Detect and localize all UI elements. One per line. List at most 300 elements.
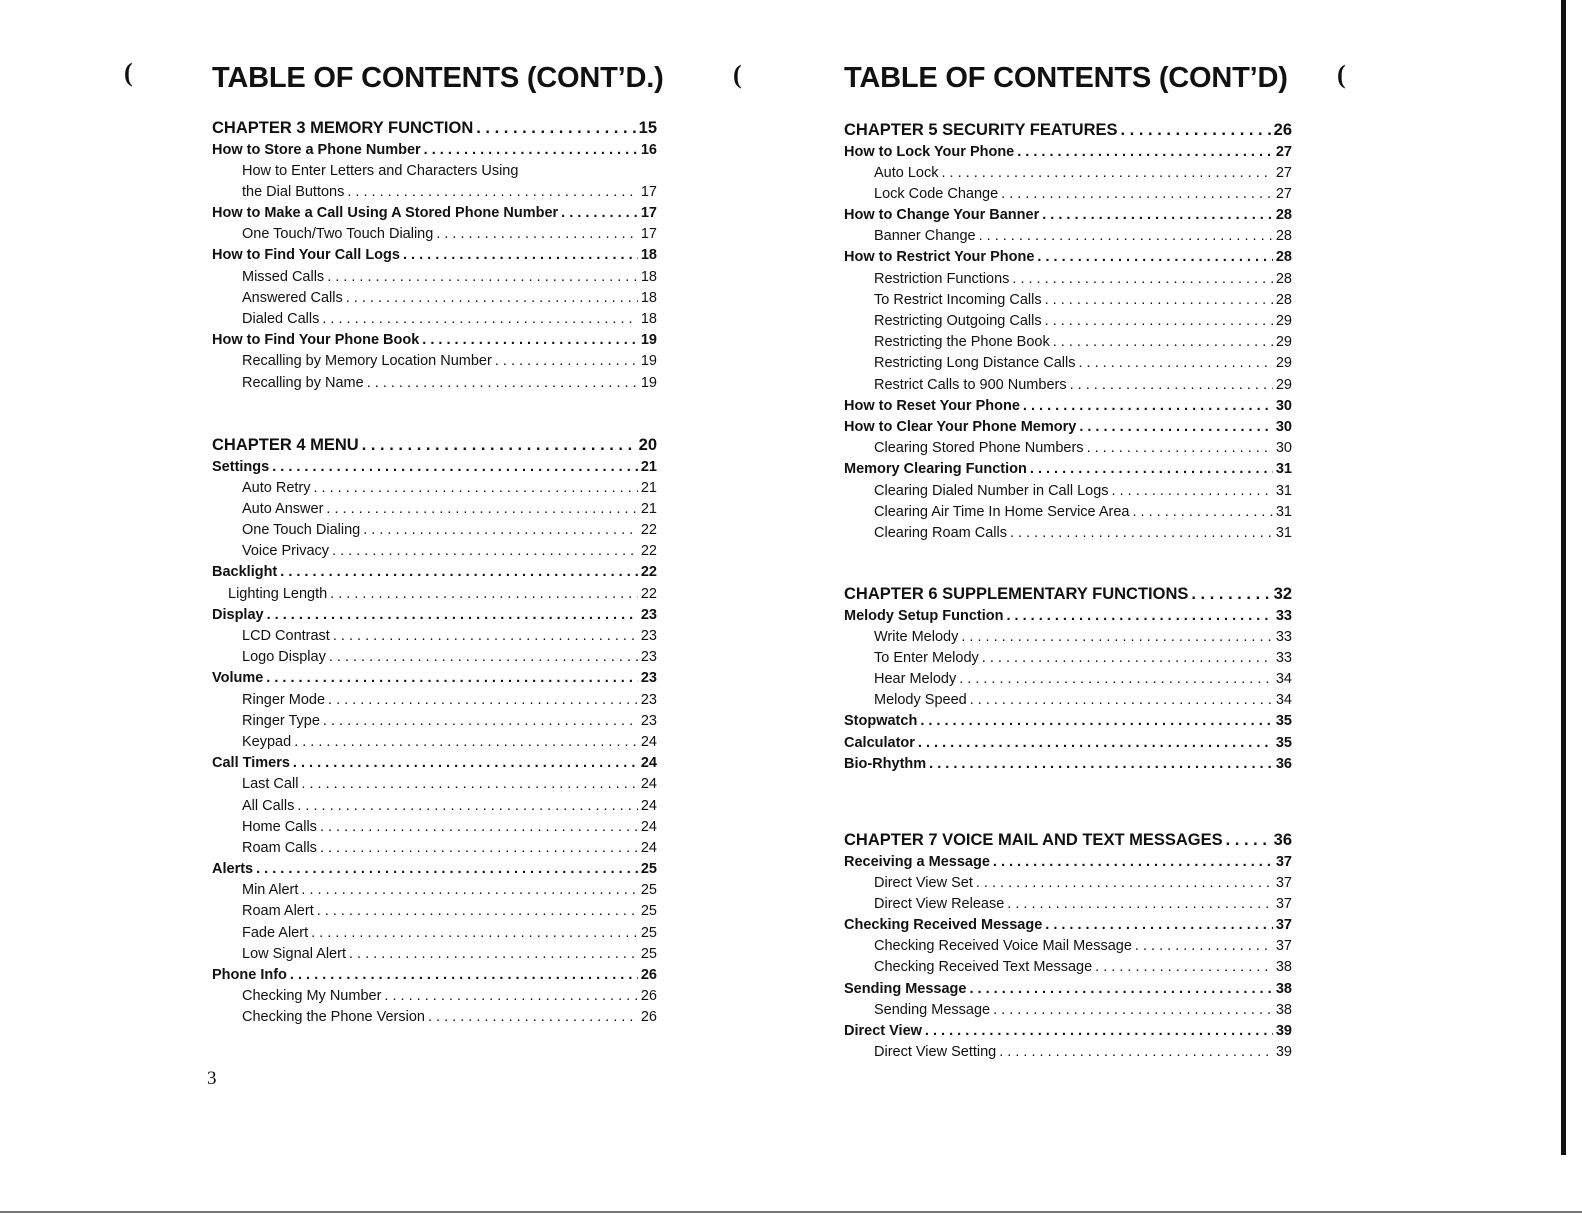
toc-entry-label: Melody Setup Function	[844, 607, 1004, 624]
toc-subsection-entry	[212, 290, 657, 311]
toc-entry-page: 30	[1275, 397, 1292, 414]
toc-entry-page: 21	[640, 458, 657, 475]
toc-subsection-entry	[212, 692, 657, 713]
toc-entry-label: Clearing Stored Phone Numbers	[874, 440, 1084, 457]
toc-leader-dots	[1001, 186, 1273, 202]
toc-entry-page: 25	[640, 945, 657, 962]
toc-section-entry	[212, 205, 657, 226]
toc-leader-dots	[272, 459, 638, 475]
toc-section-entry	[212, 247, 657, 268]
toc-leader-dots	[1070, 377, 1273, 393]
toc-section-entry	[844, 608, 1292, 629]
toc-entry-label: CHAPTER 7 VOICE MAIL AND TEXT MESSAGES	[844, 831, 1223, 849]
toc-entry-page: 21	[640, 479, 657, 496]
toc-entry-page: 17	[640, 183, 657, 200]
toc-leader-dots	[293, 755, 638, 771]
toc-entry-label: Last Call	[242, 776, 299, 793]
toc-subsection-entry	[844, 896, 1292, 917]
toc-section-entry	[844, 854, 1292, 875]
toc-leader-dots	[320, 840, 638, 856]
toc-entry-page: 37	[1275, 853, 1292, 870]
toc-leader-dots	[362, 436, 636, 455]
toc-leader-dots	[314, 480, 638, 496]
toc-entry-label: Memory Clearing Function	[844, 461, 1027, 478]
toc-section	[212, 436, 657, 1031]
toc-entry-page: 25	[640, 861, 657, 878]
toc-leader-dots	[1012, 271, 1272, 287]
toc-chapter-entry	[212, 119, 657, 142]
toc-entry-page: 26	[640, 988, 657, 1005]
toc-subsection-entry	[212, 903, 657, 924]
toc-entry-page: 21	[640, 500, 657, 517]
toc-leader-dots	[1017, 144, 1273, 160]
toc-leader-dots	[367, 375, 638, 391]
toc-entry-page: 19	[640, 374, 657, 391]
toc-entry-label: Answered Calls	[242, 289, 343, 306]
toc-entry-page: 23	[640, 628, 657, 644]
toc-section-entry	[212, 332, 657, 353]
left-page-title: TABLE OF CONTENTS (CONT’D.)	[212, 62, 664, 94]
toc-leader-dots	[561, 205, 638, 221]
toc-entry-label: Fade Alert	[242, 924, 309, 941]
toc-entry-label: How to Find Your Call Logs	[212, 247, 400, 264]
toc-subsection-entry	[212, 269, 657, 290]
toc-entry-label: Direct View Setting	[874, 1044, 997, 1061]
toc-leader-dots	[327, 269, 638, 285]
toc-section	[844, 585, 1292, 777]
toc-leader-dots	[969, 981, 1272, 997]
toc-entry-page: 16	[640, 141, 657, 158]
toc-subsection-entry	[844, 313, 1292, 334]
toc-chapter-entry	[844, 121, 1292, 144]
toc-leader-dots	[329, 649, 638, 665]
toc-entry-label: How to Change Your Banner	[844, 207, 1040, 224]
toc-entry-label: Ringer Type	[242, 712, 320, 729]
toc-leader-dots	[1087, 440, 1273, 456]
toc-leader-dots	[384, 988, 637, 1004]
toc-leader-dots	[1030, 461, 1273, 477]
toc-subsection-entry	[844, 671, 1292, 692]
toc-section	[844, 121, 1292, 546]
toc-leader-dots	[1078, 355, 1272, 371]
toc-leader-dots	[999, 1044, 1273, 1060]
toc-section-entry	[212, 755, 657, 776]
toc-entry-page: 30	[1275, 440, 1292, 457]
toc-leader-dots	[294, 734, 638, 750]
toc-entry-page: 18	[640, 311, 657, 327]
toc-leader-dots	[363, 522, 638, 538]
toc-entry-page: 26	[640, 1009, 657, 1026]
toc-section-entry	[212, 607, 657, 628]
toc-entry-label: Dialed Calls	[242, 311, 320, 327]
toc-leader-dots	[1037, 249, 1272, 265]
toc-entry-label: Restricting Outgoing Calls	[874, 313, 1042, 329]
toc-entry-page: 35	[1275, 713, 1292, 730]
toc-subsection-entry	[212, 798, 657, 819]
toc-section-entry	[212, 142, 657, 163]
toc-entry-page: 26	[640, 967, 657, 983]
toc-leader-dots	[476, 119, 635, 138]
toc-entry-label: Recalling by Name	[242, 374, 364, 391]
toc-entry-label: One Touch/Two Touch Dialing	[242, 226, 434, 243]
toc-leader-dots	[976, 875, 1273, 891]
toc-leader-dots	[256, 861, 638, 877]
toc-subsection-entry	[844, 377, 1292, 398]
toc-entry-label: Restricting Long Distance Calls	[874, 355, 1076, 372]
toc-entry-label: Home Calls	[242, 818, 317, 835]
toc-chapter-entry	[212, 436, 657, 459]
toc-leader-dots	[1007, 608, 1273, 624]
toc-leader-dots	[1010, 525, 1273, 541]
toc-subsection-entry	[212, 1009, 657, 1030]
toc-entry-page: 38	[1275, 1001, 1292, 1018]
toc-entry-page: 31	[1275, 461, 1292, 478]
toc-entry-page: 29	[1275, 376, 1292, 393]
toc-subsection-entry	[212, 375, 657, 396]
toc-entry-label: Hear Melody	[874, 671, 957, 688]
toc-leader-dots	[1045, 313, 1273, 329]
toc-entry-label: Checking Received Message	[844, 917, 1043, 934]
toc-leader-dots	[1135, 938, 1273, 954]
toc-entry-page: 17	[640, 226, 657, 243]
toc-entry-page: 23	[640, 712, 657, 729]
toc-leader-dots	[961, 629, 1273, 645]
toc-entry-page: 23	[640, 606, 657, 623]
margin-mark-right: (	[1337, 60, 1346, 89]
toc-leader-dots	[424, 142, 638, 158]
toc-entry-page: 33	[1275, 628, 1292, 645]
toc-leader-dots	[290, 967, 638, 983]
toc-leader-dots	[323, 713, 638, 729]
toc-leader-dots	[929, 756, 1273, 772]
toc-entry-page: 24	[640, 839, 657, 856]
toc-subsection-entry	[844, 440, 1292, 461]
toc-leader-dots	[1053, 334, 1273, 350]
toc-entry-label: How to Restrict Your Phone	[844, 249, 1035, 266]
toc-section-entry	[844, 249, 1292, 270]
toc-entry-label: Calculator	[844, 734, 915, 751]
toc-leader-dots	[495, 353, 638, 369]
toc-entry-page: 25	[640, 924, 657, 941]
toc-entry-label: CHAPTER 4 MENU	[212, 436, 359, 454]
toc-entry-label: CHAPTER 5 SECURITY FEATURES	[844, 121, 1118, 139]
toc-subsection-entry	[844, 483, 1292, 504]
toc-entry-page: 24	[640, 733, 657, 750]
toc-entry-page: 15	[638, 119, 657, 137]
toc-leader-dots	[979, 228, 1273, 244]
toc-entry-page: 29	[1275, 313, 1292, 329]
toc-subsection-entry	[844, 959, 1292, 980]
toc-subsection-entry	[212, 882, 657, 903]
toc-entry-page: 37	[1275, 895, 1292, 912]
toc-entry-page: 29	[1275, 355, 1292, 372]
toc-entry-page: 24	[640, 776, 657, 793]
toc-entry-page: 18	[640, 247, 657, 264]
toc-entry-label: How to Lock Your Phone	[844, 143, 1015, 160]
toc-section	[212, 119, 657, 396]
toc-entry-label: Phone Info	[212, 967, 287, 983]
toc-subsection-entry	[212, 840, 657, 861]
toc-entry-page: 32	[1273, 585, 1292, 603]
toc-entry-label: Lock Code Change	[874, 185, 999, 202]
toc-entry-page: 23	[640, 649, 657, 666]
toc-entry-label: Stopwatch	[844, 713, 918, 730]
toc-leader-dots	[297, 798, 637, 814]
toc-entry-page: 27	[1275, 143, 1292, 160]
toc-entry-page: 25	[640, 882, 657, 899]
toc-subsection-entry	[844, 186, 1292, 207]
toc-entry-page: 28	[1275, 270, 1292, 287]
toc-entry-page: 31	[1275, 524, 1292, 541]
toc-entry-label: Direct View Release	[874, 895, 1005, 912]
toc-leader-dots	[301, 776, 637, 792]
toc-entry-page: 25	[640, 903, 657, 920]
toc-entry-label: How to Make a Call Using A Stored Phone Number	[212, 205, 559, 222]
toc-entry-page: 18	[640, 268, 657, 285]
toc-entry-page: 23	[640, 691, 657, 708]
toc-leader-dots	[920, 713, 1273, 729]
toc-entry-label: Missed Calls	[242, 268, 325, 285]
toc-entry-page: 28	[1275, 249, 1292, 266]
toc-entry-page: 34	[1275, 671, 1292, 688]
toc-section-entry	[844, 917, 1292, 938]
toc-leader-dots	[918, 735, 1273, 751]
toc-subsection-entry	[212, 713, 657, 734]
toc-entry-page: 33	[1275, 649, 1292, 666]
toc-subsection-entry	[212, 776, 657, 797]
toc-section-entry	[844, 756, 1292, 777]
toc-section-entry	[212, 564, 657, 585]
toc-leader-dots	[1226, 831, 1271, 850]
toc-subsection-entry	[844, 629, 1292, 650]
toc-subsection-entry	[844, 334, 1292, 355]
toc-entry-label: Min Alert	[242, 882, 299, 899]
toc-entry-page: 22	[640, 522, 657, 539]
toc-entry-page: 31	[1275, 482, 1292, 499]
toc-entry-label: Auto Answer	[242, 500, 324, 517]
toc-entry-page: 23	[640, 670, 657, 687]
toc-leader-dots	[333, 628, 638, 644]
toc-section	[844, 831, 1292, 1065]
toc-leader-dots	[428, 1009, 638, 1025]
toc-subsection-entry	[212, 522, 657, 543]
toc-entry-label: All Calls	[242, 797, 295, 814]
toc-entry-label: Keypad	[242, 733, 292, 750]
toc-leader-dots	[925, 1023, 1273, 1039]
toc-leader-dots	[982, 650, 1273, 666]
toc-entry-page: 28	[1275, 291, 1292, 308]
toc-section-entry	[844, 981, 1292, 1002]
toc-entry-page: 37	[1275, 917, 1292, 934]
toc-entry-page: 36	[1275, 755, 1292, 772]
toc-entry-page: 39	[1275, 1023, 1292, 1039]
toc-entry-page: 28	[1275, 207, 1292, 224]
toc-leader-dots	[1045, 292, 1273, 308]
toc-subsection-entry	[844, 355, 1292, 376]
toc-entry-label: Volume	[212, 670, 264, 687]
toc-entry-label: the Dial Buttons	[242, 183, 345, 200]
toc-entry-label: Low Signal Alert	[242, 945, 346, 962]
toc-entry-page: 31	[1275, 503, 1292, 520]
toc-entry-page: 30	[1275, 418, 1292, 435]
toc-entry-page: 22	[640, 585, 657, 602]
toc-leader-dots	[332, 543, 638, 559]
toc-entry-label: Checking Received Text Message	[874, 959, 1093, 976]
toc-subsection-entry	[844, 165, 1292, 186]
toc-subsection-entry	[844, 1044, 1292, 1065]
toc-subsection-entry	[212, 925, 657, 946]
toc-section-entry	[844, 207, 1292, 228]
toc-entry-page: 19	[640, 332, 657, 349]
binding-edge	[1561, 0, 1566, 1155]
toc-entry-label: Roam Alert	[242, 903, 314, 920]
toc-leader-dots	[959, 671, 1273, 687]
toc-entry-label: How to Find Your Phone Book	[212, 332, 420, 349]
toc-subsection-entry	[212, 946, 657, 967]
toc-subsection-entry	[212, 311, 657, 332]
toc-leader-dots	[1042, 207, 1273, 223]
toc-entry-label: Lighting Length	[228, 585, 328, 602]
toc-chapter-entry	[844, 585, 1292, 608]
toc-subsection-entry	[844, 650, 1292, 671]
toc-leader-dots	[403, 247, 638, 263]
toc-entry-label: Logo Display	[242, 649, 326, 666]
toc-subsection-entry	[212, 501, 657, 522]
toc-subsection-entry	[212, 586, 657, 607]
toc-entry-label: To Restrict Incoming Calls	[874, 291, 1042, 308]
toc-leader-dots	[1007, 896, 1273, 912]
toc-entry-label: Direct View	[844, 1023, 922, 1039]
toc-entry-page: 39	[1275, 1044, 1292, 1061]
toc-entry-page: 37	[1275, 874, 1292, 891]
toc-entry-label: Sending Message	[844, 980, 967, 997]
toc-entry-label: Bio-Rhythm	[844, 755, 927, 772]
toc-entry-page: 37	[1275, 938, 1292, 955]
toc-leader-dots	[970, 692, 1273, 708]
toc-entry-label: How to Enter Letters and Characters Using	[242, 162, 519, 179]
toc-leader-dots	[993, 1002, 1273, 1018]
toc-entry-label: How to Store a Phone Number	[212, 141, 421, 158]
toc-entry-page: 33	[1275, 607, 1292, 624]
margin-mark-center: (	[733, 60, 742, 89]
toc-leader-dots	[267, 607, 638, 623]
toc-entry-label: Settings	[212, 458, 270, 475]
toc-subsection-entry	[212, 819, 657, 840]
toc-entry-label: Alerts	[212, 861, 254, 878]
toc-leader-dots	[1121, 121, 1271, 140]
toc-subsection-entry	[212, 353, 657, 374]
toc-entry-label: Clearing Air Time In Home Service Area	[874, 503, 1130, 520]
toc-subsection-entry	[844, 504, 1292, 525]
toc-leader-dots	[942, 165, 1273, 181]
toc-entry-label: How to Clear Your Phone Memory	[844, 418, 1077, 435]
toc-entry-label: Ringer Mode	[242, 691, 326, 708]
toc-entry-page: 22	[640, 564, 657, 581]
toc-section-entry	[212, 459, 657, 480]
toc-entry-page: 29	[1275, 334, 1292, 351]
toc-leader-dots	[1132, 504, 1272, 520]
toc-entry-label: To Enter Melody	[874, 649, 979, 666]
toc-leader-dots	[328, 692, 638, 708]
toc-leader-dots	[1112, 483, 1273, 499]
toc-subsection-entry	[212, 163, 657, 184]
toc-entry-label: Checking the Phone Version	[242, 1009, 425, 1026]
toc-entry-label: LCD Contrast	[242, 628, 330, 644]
toc-entry-label: Auto Retry	[242, 479, 311, 496]
toc-leader-dots	[266, 670, 638, 686]
toc-entry-page: 27	[1275, 164, 1292, 181]
toc-entry-label: Clearing Roam Calls	[874, 524, 1007, 541]
toc-entry-label: Melody Speed	[874, 692, 967, 709]
toc-leader-dots	[1191, 585, 1270, 604]
toc-entry-label: Voice Privacy	[242, 543, 330, 560]
toc-subsection-entry	[844, 875, 1292, 896]
toc-section-entry	[844, 144, 1292, 165]
toc-subsection-entry	[844, 292, 1292, 313]
toc-entry-page: 38	[1275, 980, 1292, 997]
toc-subsection-entry	[212, 734, 657, 755]
toc-entry-label: Direct View Set	[874, 874, 973, 891]
toc-leader-dots	[347, 184, 637, 200]
toc-subsection-entry	[844, 228, 1292, 249]
toc-entry-label: Sending Message	[874, 1001, 991, 1018]
toc-leader-dots	[301, 882, 637, 898]
toc-entry-label: Auto Lock	[874, 164, 939, 181]
toc-leader-dots	[436, 226, 638, 242]
toc-subsection-entry	[212, 543, 657, 564]
toc-entry-page: 38	[1275, 959, 1292, 976]
toc-entry-label: CHAPTER 3 MEMORY FUNCTION	[212, 119, 474, 137]
toc-entry-label: Banner Change	[874, 228, 976, 245]
toc-leader-dots	[1095, 959, 1273, 975]
toc-leader-dots	[311, 925, 638, 941]
toc-chapter-entry	[844, 831, 1292, 854]
toc-leader-dots	[326, 501, 637, 517]
toc-leader-dots	[280, 564, 638, 580]
toc-section-entry	[212, 670, 657, 691]
toc-entry-page: 19	[640, 353, 657, 370]
toc-leader-dots	[346, 290, 638, 306]
scan-bottom-edge	[0, 1211, 1582, 1213]
toc-subsection-entry	[844, 938, 1292, 959]
toc-subsection-entry	[212, 628, 657, 649]
toc-leader-dots	[422, 332, 638, 348]
toc-leader-dots	[317, 903, 638, 919]
toc-leader-dots	[322, 311, 637, 327]
toc-section-entry	[844, 398, 1292, 419]
toc-leader-dots	[349, 946, 638, 962]
toc-entry-page: 28	[1275, 228, 1292, 245]
page-number: 3	[207, 1068, 217, 1089]
toc-subsection-entry	[844, 525, 1292, 546]
toc-subsection-entry	[844, 271, 1292, 292]
toc-subsection-entry	[212, 184, 657, 205]
toc-entry-label: Recalling by Memory Location Number	[242, 353, 492, 370]
toc-entry-label: How to Reset Your Phone	[844, 397, 1020, 414]
toc-subsection-entry	[844, 692, 1292, 713]
toc-leader-dots	[1023, 398, 1273, 414]
toc-entry-label: Call Timers	[212, 755, 290, 772]
toc-subsection-entry	[844, 1002, 1292, 1023]
toc-entry-label: Display	[212, 606, 264, 623]
toc-section-entry	[212, 861, 657, 882]
toc-section-entry	[844, 713, 1292, 734]
toc-section-entry	[844, 735, 1292, 756]
toc-section-entry	[844, 461, 1292, 482]
toc-entry-page: 27	[1275, 185, 1292, 202]
toc-entry-page: 20	[638, 436, 657, 454]
toc-entry-label: Checking My Number	[242, 988, 382, 1005]
